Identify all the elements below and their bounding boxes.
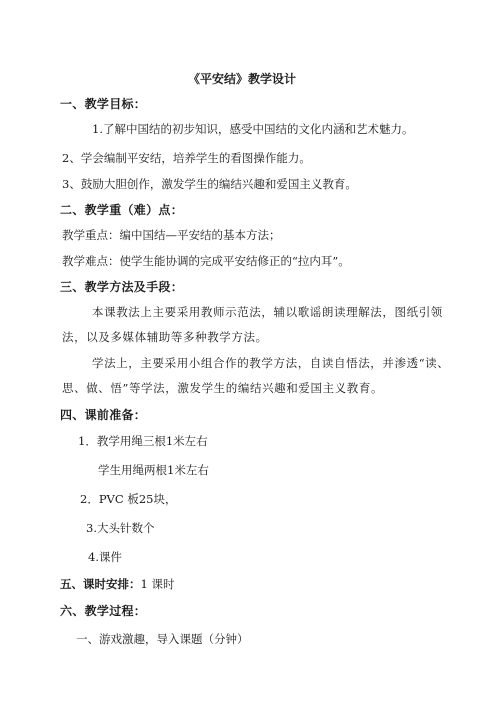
difficult-point-item: 教学难点：使学生能协调的完成平安结修正的“拉内耳”。 [62, 254, 350, 268]
goal-item-2: 2、学会编制平安结，培养学生的看图操作能力。 [62, 151, 311, 165]
methods-paragraph-1-line-1: 本课教法上主要采用教师示范法，辅以歌谣朗读理解法，图纸引领 [92, 305, 443, 319]
section-heading-process: 六、教学过程： [60, 604, 147, 618]
preparation-item-3: 3.大头针数个 [86, 521, 155, 535]
goal-item-3: 3、鼓励大胆创作，激发学生的编结兴趣和爱国主义教育。 [62, 177, 357, 191]
preparation-item-1: 1．教学用绳三根1米左右 [78, 434, 208, 448]
section-heading-goals: 一、教学目标： [60, 97, 147, 111]
process-item-1: 一、游戏激趣，导入课题（分钟） [76, 632, 249, 646]
document-title: 《平安结》教学设计 [188, 72, 297, 86]
methods-paragraph-1-line-2: 法，以及多媒体辅助等多种教学方法。 [62, 330, 268, 344]
preparation-item-1b: 学生用绳两根1米左右 [98, 463, 209, 477]
goal-item-1: 1.了解中国结的初步知识，感受中国结的文化内涵和艺术魅力。 [92, 122, 414, 136]
section-heading-key-points: 二、教学重（难）点： [60, 203, 184, 217]
section-heading-methods: 三、教学方法及手段： [60, 280, 184, 294]
preparation-item-4: 4.课件 [88, 550, 122, 564]
methods-paragraph-2-line-2: 思、做、悟”等学法，激发学生的编结兴趣和爱国主义教育。 [62, 381, 384, 395]
preparation-item-2: 2．PVC 板25块， [80, 492, 177, 506]
key-point-item: 教学重点：编中国结—平安结的基本方法； [62, 228, 281, 242]
section-heading-preparation: 四、课前准备： [60, 408, 147, 422]
schedule-line [60, 577, 174, 591]
methods-paragraph-2-line-1: 学法上，主要采用小组合作的教学方法，自读自悟法，并渗透“读、 [92, 356, 450, 370]
schedule-value: 1 课时 [140, 577, 175, 591]
section-heading-schedule: 五、课时安排： [60, 577, 141, 591]
